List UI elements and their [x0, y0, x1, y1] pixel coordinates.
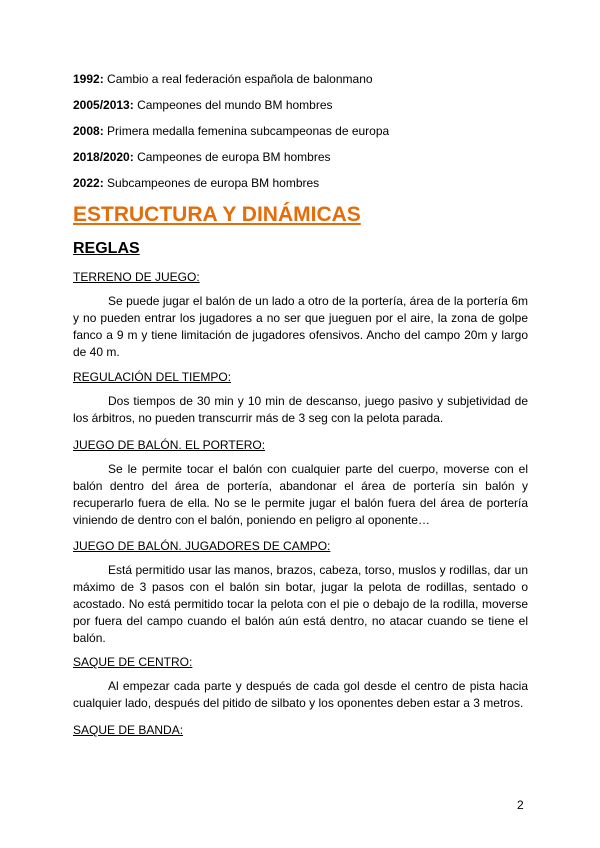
timeline-text: Cambio a real federación española de balonmano [103, 72, 373, 86]
section-title-saque-banda: SAQUE DE BANDA: [73, 723, 184, 737]
timeline-year: 2022: [73, 176, 104, 190]
timeline-item [73, 72, 373, 86]
section-title-saque-centro: SAQUE DE CENTRO: [73, 655, 193, 669]
timeline-item [73, 176, 319, 190]
main-heading: ESTRUCTURA Y DINÁMICAS [73, 203, 361, 226]
section-title-jugadores: JUEGO DE BALÓN. JUGADORES DE CAMPO: [73, 539, 331, 553]
timeline-text: Campeones del mundo BM hombres [133, 98, 333, 112]
section-body-terreno: Se puede jugar el balón de un lado a otro de la portería, área de la portería 6m y no pueden entrar los jugadores a no ser que jueguen por el aire, la zona de golpe fanco a 9 m y tiene limitación de jugadores ofensivos. Ancho del campo 20m y largo de 40 m. [73, 294, 528, 359]
section-title-portero: JUEGO DE BALÓN. EL PORTERO: [73, 438, 266, 452]
section-heading-reglas: REGLAS [73, 240, 140, 257]
timeline-year: 2008: [73, 124, 104, 138]
page-number: 2 [517, 798, 524, 812]
timeline-year: 2018/2020: [73, 150, 134, 164]
timeline-text: Campeones de europa BM hombres [133, 150, 331, 164]
section-title-tiempo: REGULACIÓN DEL TIEMPO: [73, 370, 232, 384]
section-body-tiempo: Dos tiempos de 30 min y 10 min de descanso, juego pasivo y subjetividad de los árbitros, no pueden transcurrir más de 3 seg con la pelota parada. [73, 394, 528, 425]
section-body-saque-centro: Al empezar cada parte y después de cada gol desde el centro de pista hacia cualquier lado, después del pitido de silbato y los oponentes deben estar a 3 metros. [73, 679, 528, 710]
timeline-item [73, 124, 389, 138]
section-title-terreno: TERRENO DE JUEGO: [73, 270, 200, 284]
timeline-item [73, 150, 331, 164]
section-body-jugadores: Está permitido usar las manos, brazos, cabeza, torso, muslos y rodillas, dar un máximo de 3 pasos con el balón sin botar, jugar la pelota de rodillas, sentado o acostado. No está permitido tocar la pelota con el pie o debajo de la rodilla, moverse por fuera del campo cuando el balón aún está dentro, no atacar cuando se tiene el balón. [73, 563, 528, 645]
timeline-text: Subcampeones de europa BM hombres [103, 176, 320, 190]
section-body-portero: Se le permite tocar el balón con cualquier parte del cuerpo, moverse con el balón dentro del área de portería, abandonar el área de portería sin balón y recuperarlo fuera de ella. No se le permite jugar el balón fuera del área de portería viniendo de dentro con el balón, poniendo en peligro al oponente… [73, 462, 528, 527]
timeline-year: 1992: [73, 72, 104, 86]
timeline-year: 2005/2013: [73, 98, 134, 112]
timeline-item [73, 98, 333, 112]
timeline-text: Primera medalla femenina subcampeonas de europa [103, 124, 390, 138]
